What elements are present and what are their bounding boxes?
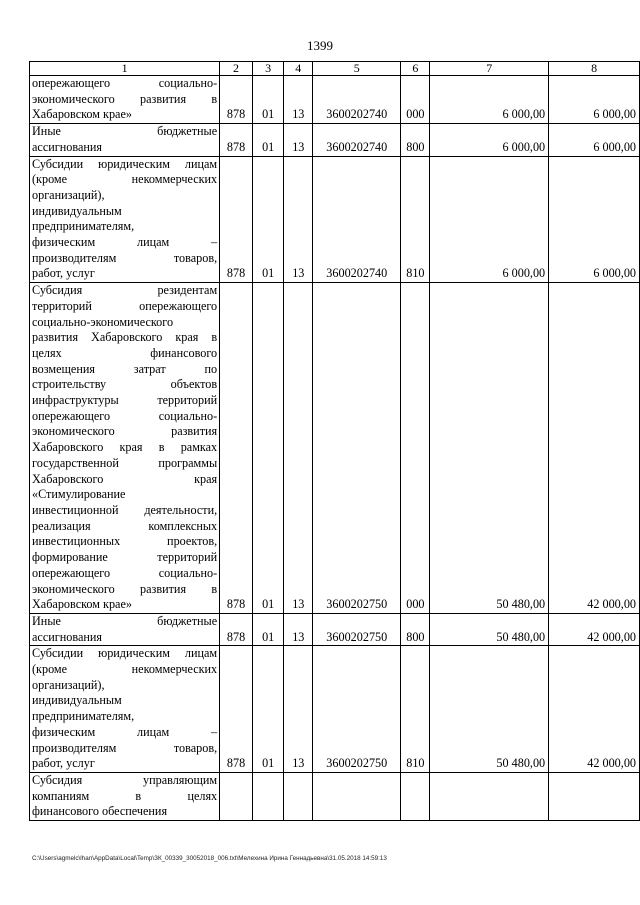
description-line: Иные бюджетные — [32, 124, 218, 139]
cell-c8: 6 000,00 — [549, 156, 640, 283]
description-line: производителям товаров, — [32, 740, 218, 755]
cell-c4: 13 — [284, 283, 313, 614]
description-line: социально-экономического — [32, 314, 174, 329]
description-line: Хабаровского края в рамках — [32, 440, 218, 455]
description-line: опережающего социально- — [32, 76, 218, 90]
cell-c5: 3600202740 — [313, 76, 401, 124]
row-description — [30, 76, 220, 124]
cell-c3: 01 — [252, 613, 284, 645]
description-line: физическим лицам – — [32, 724, 218, 739]
cell-c8: 42 000,00 — [549, 283, 640, 614]
cell-c8: 42 000,00 — [549, 613, 640, 645]
row-description — [30, 772, 220, 820]
header-col-8: 8 — [549, 62, 640, 76]
description-line: работ, услуг — [32, 756, 95, 771]
cell-c3 — [252, 772, 284, 820]
description-line: работ, услуг — [32, 266, 95, 281]
table-row — [30, 772, 640, 820]
cell-c7 — [430, 772, 549, 820]
description-line: целях финансового — [32, 345, 218, 360]
cell-c6: 000 — [401, 76, 430, 124]
cell-c8: 6 000,00 — [549, 124, 640, 156]
cell-c2 — [220, 772, 253, 820]
cell-c3: 01 — [252, 283, 284, 614]
description-line: производителям товаров, — [32, 250, 218, 265]
cell-c8: 42 000,00 — [549, 646, 640, 773]
description-line: Хабаровском крае» — [32, 107, 132, 122]
description-line: физическим лицам – — [32, 235, 218, 250]
description-line: экономического развития в — [32, 581, 218, 596]
description-line: ассигнования — [32, 629, 103, 644]
cell-c7: 6 000,00 — [430, 124, 549, 156]
cell-c5: 3600202740 — [313, 124, 401, 156]
file-path-footer: C:\Users\agmelc\lhan\AppData\Local\Temp\ЗК_00339_30052018_006.txt\Мелехина Ирина Геннадьевна\31.05.2018 14:59:13 — [32, 855, 387, 862]
description-line: «Стимулирование — [32, 487, 126, 502]
cell-c2: 878 — [220, 156, 253, 283]
cell-c2: 878 — [220, 124, 253, 156]
cell-c5: 3600202750 — [313, 283, 401, 614]
description-line: предпринимателям, — [32, 219, 135, 234]
description-line: государственной программы — [32, 455, 218, 470]
description-line: ассигнования — [32, 139, 103, 154]
cell-c4: 13 — [284, 156, 313, 283]
cell-c7: 6 000,00 — [430, 76, 549, 124]
table-row — [30, 613, 640, 645]
cell-c6: 810 — [401, 156, 430, 283]
description-line: компаниям в целях — [32, 788, 218, 803]
description-line: Субсидия управляющим — [32, 772, 218, 787]
cell-c3: 01 — [252, 124, 284, 156]
description-line: (кроме некоммерческих — [32, 172, 218, 187]
cell-c3: 01 — [252, 156, 284, 283]
description-line: Хабаровском крае» — [32, 597, 132, 612]
description-line: развития Хабаровского края в — [32, 330, 218, 345]
cell-c3: 01 — [252, 76, 284, 124]
cell-c2: 878 — [220, 283, 253, 614]
description-line: инвестиционной деятельности, — [32, 502, 218, 517]
header-col-3: 3 — [252, 62, 284, 76]
description-line: Субсидия резидентам — [32, 283, 218, 298]
header-col-7: 7 — [430, 62, 549, 76]
description-line: возмещения затрат по — [32, 361, 218, 376]
description-line: организаций), — [32, 187, 105, 202]
row-description — [30, 613, 220, 645]
cell-c7: 50 480,00 — [430, 646, 549, 773]
cell-c7: 50 480,00 — [430, 613, 549, 645]
cell-c8: 6 000,00 — [549, 76, 640, 124]
cell-c5: 3600202750 — [313, 646, 401, 773]
cell-c4: 13 — [284, 646, 313, 773]
cell-c7: 6 000,00 — [430, 156, 549, 283]
cell-c4: 13 — [284, 76, 313, 124]
cell-c5: 3600202750 — [313, 613, 401, 645]
description-line: формирование территорий — [32, 550, 218, 565]
description-line: опережающего социально- — [32, 408, 218, 423]
cell-c6 — [401, 772, 430, 820]
row-description — [30, 646, 220, 773]
cell-c2: 878 — [220, 76, 253, 124]
table-row — [30, 124, 640, 156]
description-line: (кроме некоммерческих — [32, 662, 218, 677]
description-line: реализация комплексных — [32, 518, 218, 533]
description-line: Иные бюджетные — [32, 613, 218, 628]
header-row — [30, 62, 640, 76]
description-line: Субсидии юридическим лицам — [32, 156, 218, 171]
description-line: инфраструктуры территорий — [32, 393, 218, 408]
cell-c6: 000 — [401, 283, 430, 614]
cell-c8 — [549, 772, 640, 820]
header-col-2: 2 — [220, 62, 253, 76]
description-line: опережающего социально- — [32, 565, 218, 580]
cell-c7: 50 480,00 — [430, 283, 549, 614]
cell-c4: 13 — [284, 124, 313, 156]
table-row — [30, 283, 640, 614]
cell-c3: 01 — [252, 646, 284, 773]
cell-c5: 3600202740 — [313, 156, 401, 283]
cell-c4 — [284, 772, 313, 820]
cell-c2: 878 — [220, 613, 253, 645]
budget-table — [29, 61, 640, 821]
cell-c2: 878 — [220, 646, 253, 773]
cell-c4: 13 — [284, 613, 313, 645]
header-col-5: 5 — [313, 62, 401, 76]
page-number: 1399 — [307, 38, 333, 53]
header-col-4: 4 — [284, 62, 313, 76]
description-line: Хабаровского края — [32, 471, 218, 486]
cell-c5 — [313, 772, 401, 820]
description-line: экономического развития — [32, 424, 218, 439]
description-line: финансового обеспечения — [32, 804, 168, 819]
description-line: инвестиционных проектов, — [32, 534, 218, 549]
description-line: экономического развития в — [32, 91, 218, 106]
description-line: индивидуальным — [32, 693, 122, 708]
description-line: территорий опережающего — [32, 298, 218, 313]
description-line: строительству объектов — [32, 377, 218, 392]
table-row — [30, 76, 640, 124]
cell-c6: 810 — [401, 646, 430, 773]
description-line: предпринимателям, — [32, 709, 135, 724]
row-description — [30, 156, 220, 283]
cell-c6: 800 — [401, 124, 430, 156]
description-line: Субсидии юридическим лицам — [32, 646, 218, 661]
cell-c6: 800 — [401, 613, 430, 645]
description-line: индивидуальным — [32, 203, 122, 218]
header-col-6: 6 — [401, 62, 430, 76]
row-description — [30, 283, 220, 614]
description-line: организаций), — [32, 677, 105, 692]
table-row — [30, 156, 640, 283]
table-row — [30, 646, 640, 773]
header-col-1: 1 — [30, 62, 220, 76]
row-description — [30, 124, 220, 156]
